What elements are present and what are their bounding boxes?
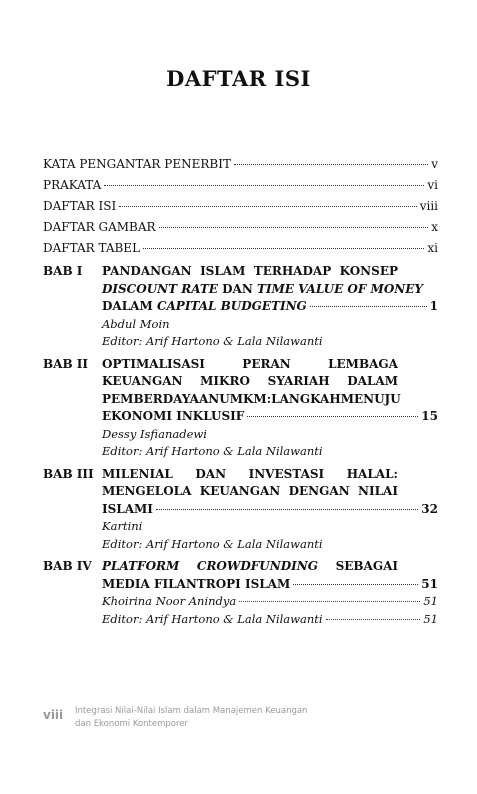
chapter-title-line: DISCOUNT RATE DAN TIME VALUE OF MONEY [102, 281, 423, 296]
title-word: TERHADAP [253, 264, 332, 278]
toc-entry-page: vi [427, 178, 438, 192]
chapter-entry-bab-3[interactable] [43, 466, 438, 554]
toc-entry-label: DAFTAR TABEL [43, 241, 141, 255]
dot-leader [247, 416, 418, 417]
footer-title-line: dan Ekonomi Kontemporer [75, 719, 189, 729]
title-word: DAN [195, 466, 227, 481]
title-text: ISLAMI [102, 501, 153, 516]
title-text: DALAM CAPITAL BUDGETING [102, 299, 307, 313]
chapter-entry-bab-4[interactable] [43, 558, 438, 628]
dot-leader [159, 227, 429, 228]
chapter-editor [102, 611, 438, 629]
title-word: ISLAM [200, 264, 246, 278]
dot-leader [293, 584, 418, 585]
chapter-page: 51 [421, 576, 438, 591]
chapter-title-last-line [102, 298, 438, 316]
title-word: KEUANGAN [102, 374, 183, 388]
toc-entry-page: v [431, 157, 438, 171]
chapter-title-last-line [102, 576, 438, 594]
page-footer [43, 705, 307, 731]
title-word: INVESTASI [248, 466, 325, 481]
title-word: DENGAN [288, 484, 350, 498]
title-word: UMKM: [219, 391, 272, 406]
chapter-editor: Editor: Arif Hartono & Lala Nilawanti [102, 444, 323, 458]
table-of-contents [43, 157, 438, 628]
footer-page-number: viii [43, 708, 64, 722]
chapter-body [102, 466, 438, 554]
chapter-editor: Editor: Arif Hartono & Lala Nilawanti [102, 334, 323, 348]
chapter-page: 15 [421, 409, 438, 423]
editor-page: 51 [423, 611, 438, 626]
title-word: LEMBAGA [328, 356, 398, 371]
toc-entry-daftar-isi[interactable] [43, 199, 438, 220]
title-word: HALAL: [346, 466, 398, 481]
chapter-title-line [102, 373, 398, 391]
chapter-entry-bab-1[interactable] [43, 263, 438, 351]
chapter-author: Kartini [102, 519, 143, 533]
chapter-title-line [102, 263, 398, 281]
dot-leader [156, 509, 418, 510]
footer-title-line: Integrasi Nilai-Nilai Islam dalam Manajemen Keuangan [75, 706, 308, 716]
chapter-body [102, 356, 438, 461]
page-title: DAFTAR ISI [166, 66, 311, 91]
toc-entry-daftar-tabel[interactable] [43, 241, 438, 262]
chapter-title-line [102, 483, 398, 501]
title-word: OPTIMALISASI [102, 356, 205, 371]
title-word: MENUJU [340, 391, 401, 406]
toc-entry-label: PRAKATA [43, 178, 102, 192]
chapter-label: BAB III [43, 466, 94, 481]
chapter-body [102, 263, 438, 351]
toc-entry-page: x [431, 220, 438, 234]
toc-entry-prakata[interactable] [43, 178, 438, 199]
title-text: MEDIA FILANTROPI ISLAM [102, 576, 291, 591]
chapter-title-last-line [102, 408, 438, 426]
dot-leader [239, 601, 420, 602]
title-word: PEMBERDAYAAN [102, 391, 220, 406]
title-word: KONSEP [339, 264, 398, 278]
title-word: LANGKAH [271, 391, 341, 406]
chapter-body [102, 558, 438, 628]
dot-leader [119, 206, 417, 207]
chapter-author: Abdul Moin [102, 316, 170, 331]
chapter-author: Dessy Isfianadewi [102, 426, 207, 441]
chapter-page: 32 [421, 501, 438, 516]
chapter-title-last-line [102, 501, 438, 519]
title-word: MENGELOLA [102, 484, 192, 498]
dot-leader [104, 185, 424, 186]
title-word: SYARIAH [267, 374, 330, 388]
title-text: EKONOMI INKLUSIF [102, 409, 245, 423]
author-page: 51 [423, 594, 438, 608]
title-word: NILAI [358, 484, 398, 498]
chapter-title-line [102, 356, 398, 374]
dot-leader [143, 248, 424, 249]
title-word: SEBAGAI [335, 559, 398, 573]
toc-entry-kata-pengantar[interactable] [43, 157, 438, 178]
chapter-title-line [102, 466, 398, 484]
chapter-label: BAB I [43, 264, 83, 278]
title-word: CROWDFUNDING [196, 559, 318, 573]
dot-leader [326, 619, 421, 620]
dot-leader [310, 306, 427, 307]
footer-book-title [75, 705, 307, 731]
chapter-author [102, 593, 438, 611]
toc-entry-page: xi [427, 241, 438, 255]
author-name: Khoirina Noor Anindya [102, 594, 237, 608]
title-word: DALAM [347, 374, 398, 388]
dot-leader [234, 164, 428, 165]
chapter-title-line [102, 391, 401, 409]
chapter-entry-bab-2[interactable] [43, 356, 438, 461]
title-word: KEUANGAN [199, 484, 281, 498]
toc-entry-page: viii [419, 199, 438, 213]
chapter-title-line [102, 558, 398, 576]
title-word: MIKRO [200, 374, 250, 388]
title-word: PERAN [242, 356, 291, 371]
chapter-page: 1 [429, 299, 438, 313]
toc-entry-label: KATA PENGANTAR PENERBIT [43, 157, 231, 171]
toc-entry-daftar-gambar[interactable] [43, 220, 438, 241]
chapter-label: BAB II [43, 356, 88, 371]
editor-name: Editor: Arif Hartono & Lala Nilawanti [102, 611, 323, 626]
title-word: PLATFORM [102, 559, 180, 573]
title-word: PANDANGAN [102, 264, 192, 278]
toc-entry-label: DAFTAR GAMBAR [43, 220, 156, 234]
title-word: MILENIAL [102, 466, 173, 481]
chapter-label: BAB IV [43, 559, 92, 573]
toc-entry-label: DAFTAR ISI [43, 199, 117, 213]
chapter-editor: Editor: Arif Hartono & Lala Nilawanti [102, 536, 323, 551]
